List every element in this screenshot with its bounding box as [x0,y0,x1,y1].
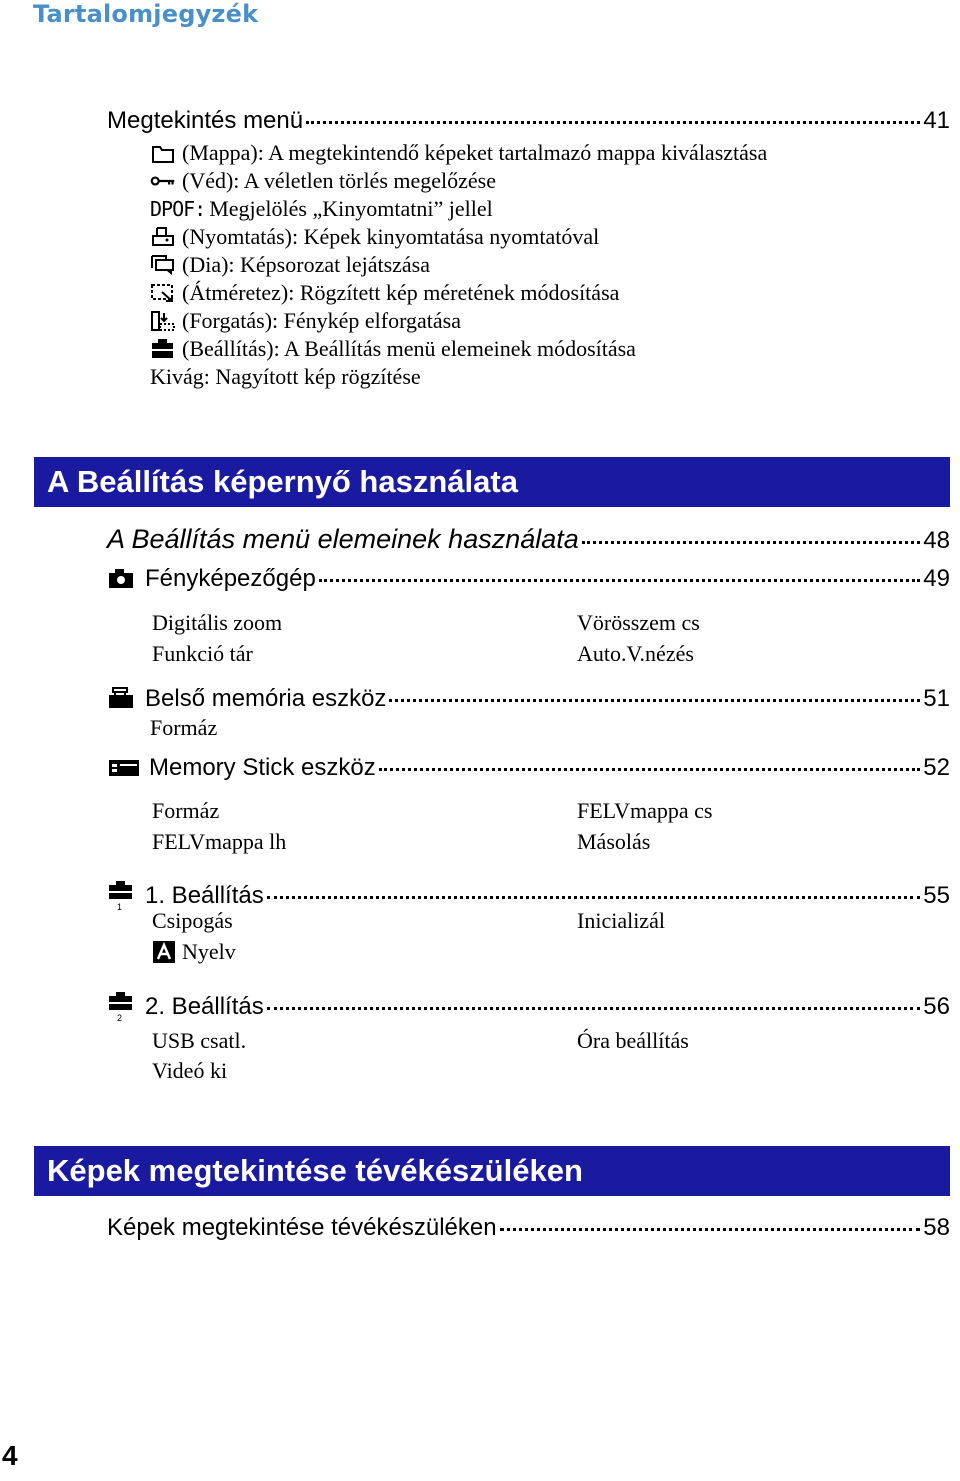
memory-stick-icon [107,755,141,779]
sub-item: USB csatl. [152,1028,247,1053]
dot-leader [389,699,920,702]
toc-label: 1. Beállítás [145,882,264,909]
toc-label: Memory Stick eszköz [149,754,376,781]
sub-item: FELVmappa lh [152,829,287,854]
toc-label: Képek megtekintése tévékészüléken [107,1214,497,1241]
menu-item-slideshow: (Dia): Képsorozat lejátszása [150,251,767,279]
menu-item-print: (Nyomtatás): Képek kinyomtatása nyomtatóval [150,223,767,251]
toc-page: 48 [923,527,950,554]
toc-label: Belső memória eszköz [145,685,387,712]
dpof-label: DPOF: [150,197,206,221]
dot-leader [319,579,921,582]
view-menu-items [150,139,767,391]
folder-icon [150,142,176,164]
sub-item: Másolás [577,829,651,854]
toc-entry-memory-stick[interactable] [107,751,950,781]
menu-item-trimming: Kivág: Nagyított kép rögzítése [150,364,421,389]
toc-entry-view-menu[interactable] [107,107,950,137]
sub-item: Inicializál [577,908,665,933]
toc-page: 41 [923,107,950,134]
dot-leader [267,896,921,899]
toc-label: A Beállítás menü elemeinek használata [107,524,579,554]
dot-leader [582,541,921,544]
toc-entry-camera[interactable] [107,562,950,592]
toc-page: 52 [923,754,950,781]
setup-1-icon [107,881,137,911]
dot-leader [267,1007,921,1010]
key-icon [150,170,176,192]
toc-entry-setup-2[interactable] [107,984,950,1022]
setup-2-icon [107,992,137,1022]
printer-icon [150,226,176,248]
toc-page: 55 [923,882,950,909]
toc-label: 2. Beállítás [145,993,264,1020]
menu-item-setup: (Beállítás): A Beállítás menü elemeinek módosítása [150,335,767,363]
menu-item-rotate: (Forgatás): Fénykép elforgatása [150,307,767,335]
sub-item: Digitális zoom [152,610,283,635]
sub-item: Formáz [152,798,220,823]
menu-item-resize: (Átméretez): Rögzített kép méretének módosítása [150,279,767,307]
toc-entry-setup-1[interactable] [107,873,950,911]
menu-item-dpof: DPOF: Megjelölés „Kinyomtatni” jellel [150,196,493,221]
internal-memory-icon [107,686,137,710]
toc-entry-setup-menu-usage[interactable] [107,524,950,554]
dot-leader [306,121,920,124]
section-header-setup-screen: A Beállítás képernyő használata [34,457,950,507]
menu-item-folder: (Mappa): A megtekintendő képeket tartalmazó mappa kiválasztása [150,139,767,167]
toc-entry-tv-viewing[interactable] [107,1214,950,1244]
sub-item-language: Nyelv [152,937,236,967]
rotate-icon [150,310,176,332]
sub-item: Funkció tár [152,641,253,666]
page-header-title: Tartalomjegyzék [33,0,259,28]
sub-item: Videó ki [152,1058,228,1083]
toc-page: 49 [923,565,950,592]
toc-label: Fényképezőgép [145,565,316,592]
sub-item: Formáz [150,715,218,740]
svg-text:1: 1 [117,902,123,911]
toc-page: 51 [923,685,950,712]
page-number: 4 [2,1440,18,1471]
sub-item: Csipogás [152,908,233,933]
dot-leader [379,768,921,771]
sub-item: Óra beállítás [577,1028,689,1053]
language-icon [152,940,176,964]
toc-label: Megtekintés menü [107,107,304,134]
svg-text:2: 2 [117,1013,123,1022]
dot-leader [500,1228,921,1231]
section-header-tv-viewing: Képek megtekintése tévékészüléken [34,1146,950,1196]
toolbox-icon [150,338,176,360]
resize-icon [150,282,176,304]
toc-page: 56 [923,993,950,1020]
sub-item: Vörösszem cs [577,610,700,635]
menu-item-protect: (Véd): A véletlen törlés megelőzése [150,167,767,195]
sub-item: Auto.V.nézés [577,641,694,666]
toc-entry-internal-memory[interactable] [107,682,950,712]
toc-page: 58 [923,1214,950,1241]
slideshow-icon [150,254,176,276]
camera-icon [107,566,137,590]
sub-item: FELVmappa cs [577,798,713,823]
